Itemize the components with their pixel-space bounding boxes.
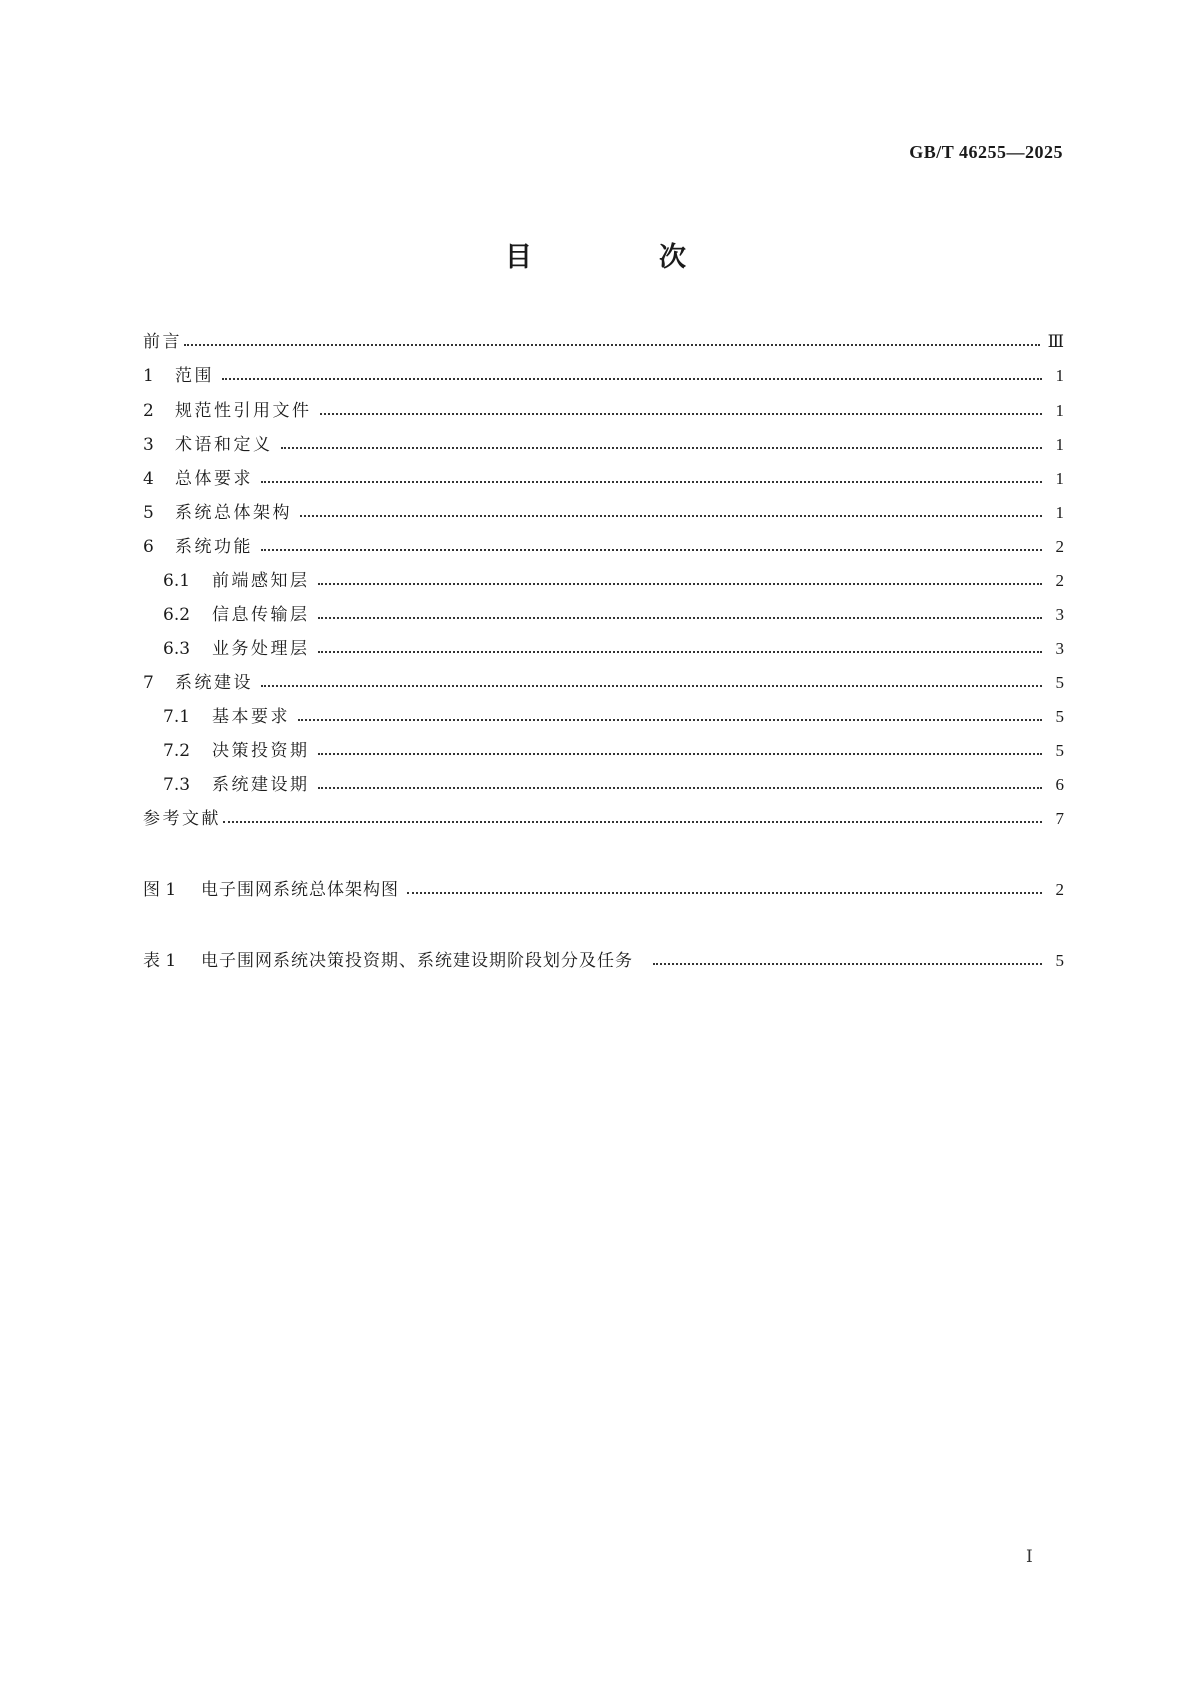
toc-entry-title: 范围 (175, 366, 214, 386)
dot-leader (261, 548, 1042, 551)
toc-entry-system-architecture[interactable] (143, 499, 1064, 527)
toc-entry-system-construction[interactable] (143, 669, 1064, 697)
toc-entry-page: 7 (1055, 809, 1064, 828)
toc-entry-scope[interactable] (143, 362, 1064, 390)
toc-entry-page: 1 (1055, 366, 1064, 385)
dot-leader (223, 820, 1042, 823)
dot-leader (407, 891, 1042, 894)
toc-entry-number: 6.2 (163, 605, 191, 625)
toc-entry-title: 系统建设期 (212, 775, 310, 795)
toc-entry-number: 5 (143, 503, 154, 523)
toc-entry-page: 5 (1055, 673, 1064, 692)
toc-entry-basic-requirements[interactable] (143, 703, 1064, 731)
toc-entry-number: 3 (143, 435, 154, 455)
toc-entry-page: 1 (1055, 401, 1064, 420)
dot-leader (318, 752, 1043, 755)
dot-leader (318, 616, 1043, 619)
toc-entry-page: 3 (1055, 605, 1064, 624)
toc-entry-page: 2 (1055, 880, 1064, 899)
toc-entry-page: 1 (1055, 469, 1064, 488)
toc-entry-number: 7.2 (163, 741, 191, 761)
toc-entry-number: 7.3 (163, 775, 191, 795)
toc-entry-normative-references[interactable] (143, 397, 1064, 425)
dot-leader (281, 446, 1043, 449)
toc-entry-number: 7.1 (163, 707, 191, 727)
toc-entry-system-functions[interactable] (143, 533, 1064, 561)
dot-leader (184, 343, 1040, 346)
toc-entry-number: 6.3 (163, 639, 191, 659)
toc-entry-business-layer[interactable] (143, 635, 1064, 663)
toc-entry-transmission-layer[interactable] (143, 601, 1064, 629)
toc-entry-page: 5 (1055, 951, 1064, 970)
toc-entry-page: 2 (1055, 537, 1064, 556)
toc-entry-page: 5 (1055, 707, 1064, 726)
toc-entry-title: 系统功能 (175, 537, 253, 557)
toc-entry-number: 6.1 (163, 571, 191, 591)
toc-entry-page: 2 (1055, 571, 1064, 590)
dot-leader (261, 480, 1042, 483)
dot-leader (261, 684, 1042, 687)
toc-entry-number: 6 (143, 537, 154, 557)
dot-leader (318, 650, 1043, 653)
toc-entry-number: 4 (143, 469, 154, 489)
dot-leader (318, 786, 1043, 789)
toc-entry-construction-period[interactable] (143, 771, 1064, 799)
standard-code: GB/T 46255—2025 (909, 142, 1063, 162)
toc-entry-title: 前言 (143, 332, 182, 352)
toc-entry-number: 图 1 (143, 880, 177, 900)
toc-entry-title: 系统建设 (175, 673, 253, 693)
toc-entry-title: 参考文献 (143, 809, 221, 829)
toc-entry-decision-investment[interactable] (143, 737, 1064, 765)
toc-entry-title: 系统总体架构 (175, 503, 292, 523)
toc-entry-terms-definitions[interactable] (143, 431, 1064, 459)
dot-leader (318, 582, 1043, 585)
toc-entry-front-sensing-layer[interactable] (143, 567, 1064, 595)
dot-leader (320, 412, 1043, 415)
toc-entry-title: 信息传输层 (212, 605, 310, 625)
toc-entry-page: Ⅲ (1047, 332, 1064, 351)
toc-entry-page: 3 (1055, 639, 1064, 658)
toc-entry-figure-1[interactable] (143, 876, 1064, 904)
toc-entry-number: 7 (143, 673, 154, 693)
dot-leader (298, 718, 1042, 721)
toc-entry-page: 6 (1055, 775, 1064, 794)
toc-entry-table-1[interactable] (143, 947, 1064, 975)
toc-entry-title: 前端感知层 (212, 571, 310, 591)
dot-leader (222, 377, 1042, 380)
dot-leader (300, 514, 1042, 517)
toc-entry-title: 业务处理层 (212, 639, 310, 659)
toc-entry-number: 表 1 (143, 951, 177, 971)
toc-entry-title: 总体要求 (175, 469, 253, 489)
page-title: 目 次 (505, 242, 736, 273)
toc-entry-bibliography[interactable] (143, 805, 1064, 833)
toc-entry-title: 基本要求 (212, 707, 290, 727)
toc-entry-number: 2 (143, 401, 154, 421)
toc-entry-title: 规范性引用文件 (175, 401, 312, 421)
toc-entry-title: 电子围网系统总体架构图 (201, 880, 399, 900)
toc-entry-page: 5 (1055, 741, 1064, 760)
toc-entry-page: 1 (1055, 503, 1064, 522)
toc-entry-general-requirements[interactable] (143, 465, 1064, 493)
toc-entry-title: 决策投资期 (212, 741, 310, 761)
toc-entry-title: 术语和定义 (175, 435, 273, 455)
toc-entry-title: 电子围网系统决策投资期、系统建设期阶段划分及任务 (201, 951, 633, 971)
dot-leader (653, 962, 1042, 965)
toc-entry-preface[interactable] (143, 328, 1064, 356)
toc-entry-page: 1 (1055, 435, 1064, 454)
page-number: Ⅰ (1026, 1547, 1033, 1566)
toc-entry-number: 1 (143, 366, 154, 386)
